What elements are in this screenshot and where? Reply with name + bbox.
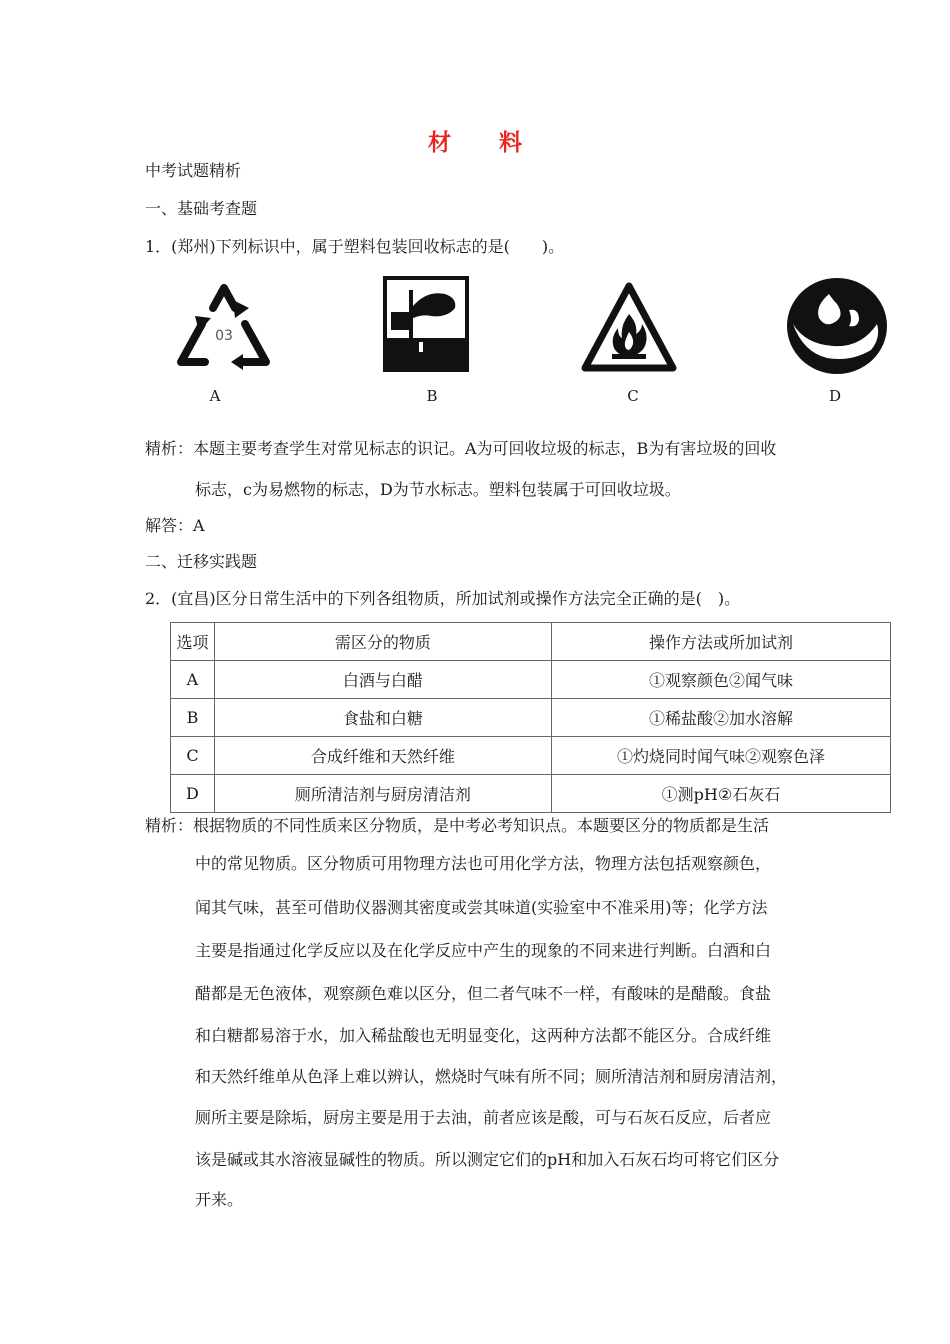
table-cell: C bbox=[171, 737, 215, 775]
question-2-analysis-line: 醋都是无色液体，观察颜色难以区分，但二者气味不一样，有酸味的是醋酸。食盐 bbox=[195, 984, 772, 1003]
options-table bbox=[170, 622, 891, 813]
part-two-heading: 二、迁移实践题 bbox=[145, 552, 258, 571]
table-header-cell: 需区分的物质 bbox=[214, 623, 551, 661]
table-row bbox=[171, 699, 891, 737]
question-2-analysis-line: 和天然纤维单从色泽上难以辨认，燃烧时气味有所不同；厕所清洁剂和厨房清洁剂， bbox=[195, 1067, 788, 1086]
table-cell: ①稀盐酸②加水溶解 bbox=[551, 699, 890, 737]
sign-label-d: D bbox=[828, 387, 842, 405]
table-cell: A bbox=[171, 661, 215, 699]
part-one-heading: 一、基础考查题 bbox=[145, 199, 258, 218]
question-2-analysis-line: 和白糖都易溶于水，加入稀盐酸也无明显变化，这两种方法都不能区分。合成纤维 bbox=[195, 1026, 772, 1045]
question-2-analysis-line: 精析：根据物质的不同性质来区分物质，是中考必考知识点。本题要区分的物质都是生活 bbox=[145, 816, 770, 835]
question-1-stem: 1．(郑州)下列标识中，属于塑料包装回收标志的是( )。 bbox=[145, 237, 565, 256]
table-cell: 合成纤维和天然纤维 bbox=[214, 737, 551, 775]
question-1-answer: 解答：A bbox=[145, 516, 205, 535]
table-cell: B bbox=[171, 699, 215, 737]
table-cell: 食盐和白糖 bbox=[214, 699, 551, 737]
table-row bbox=[171, 775, 891, 813]
question-2-analysis-line: 开来。 bbox=[195, 1190, 244, 1209]
page-title: 材 料 bbox=[427, 129, 542, 156]
table-header-row bbox=[171, 623, 891, 661]
table-cell: ①观察颜色②闻气味 bbox=[551, 661, 890, 699]
table-row bbox=[171, 737, 891, 775]
hazardous-waste-icon bbox=[383, 276, 469, 372]
sign-label-a: A bbox=[209, 387, 221, 405]
question-2-analysis-line: 主要是指通过化学反应以及在化学反应中产生的现象的不同来进行判断。白酒和白 bbox=[195, 941, 772, 960]
question-2-stem: 2．(宜昌)区分日常生活中的下列各组物质，所加试剂或操作方法完全正确的是( )。 bbox=[145, 589, 741, 608]
table-cell: 白酒与白醋 bbox=[214, 661, 551, 699]
question-2-analysis-line: 闻其气味，甚至可借助仪器测其密度或尝其味道(实验室中不准采用)等；化学方法 bbox=[195, 898, 768, 917]
table-cell: ①灼烧同时闻气味②观察色泽 bbox=[551, 737, 890, 775]
flammable-warning-icon bbox=[580, 280, 678, 374]
table-cell: ①测pH②石灰石 bbox=[551, 775, 890, 813]
sign-label-c: C bbox=[627, 387, 639, 405]
question-1-analysis: 精析：本题主要考查学生对常见标志的识记。A为可回收垃圾的标志，B为有害垃圾的回收 bbox=[145, 439, 777, 458]
water-saving-icon bbox=[785, 276, 889, 376]
table-cell: 厕所清洁剂与厨房清洁剂 bbox=[214, 775, 551, 813]
question-2-analysis-line: 该是碱或其水溶液显碱性的物质。所以测定它们的pH和加入石灰石均可将它们区分 bbox=[195, 1150, 780, 1169]
table-header-cell: 选项 bbox=[171, 623, 215, 661]
table-cell: D bbox=[171, 775, 215, 813]
recycle-03-icon bbox=[173, 278, 275, 374]
section-heading: 中考试题精析 bbox=[145, 161, 242, 180]
table-row bbox=[171, 661, 891, 699]
sign-label-b: B bbox=[426, 387, 438, 405]
recycle-code: 03 bbox=[215, 328, 233, 344]
question-1-analysis-cont: 标志，c为易燃物的标志，D为节水标志。塑料包装属于可回收垃圾。 bbox=[195, 480, 681, 499]
question-2-analysis-line: 厕所主要是除垢，厨房主要是用于去油，前者应该是酸，可与石灰石反应，后者应 bbox=[195, 1108, 772, 1127]
table-header-cell: 操作方法或所加试剂 bbox=[551, 623, 890, 661]
question-2-analysis-line: 中的常见物质。区分物质可用物理方法也可用化学方法，物理方法包括观察颜色， bbox=[195, 854, 772, 873]
